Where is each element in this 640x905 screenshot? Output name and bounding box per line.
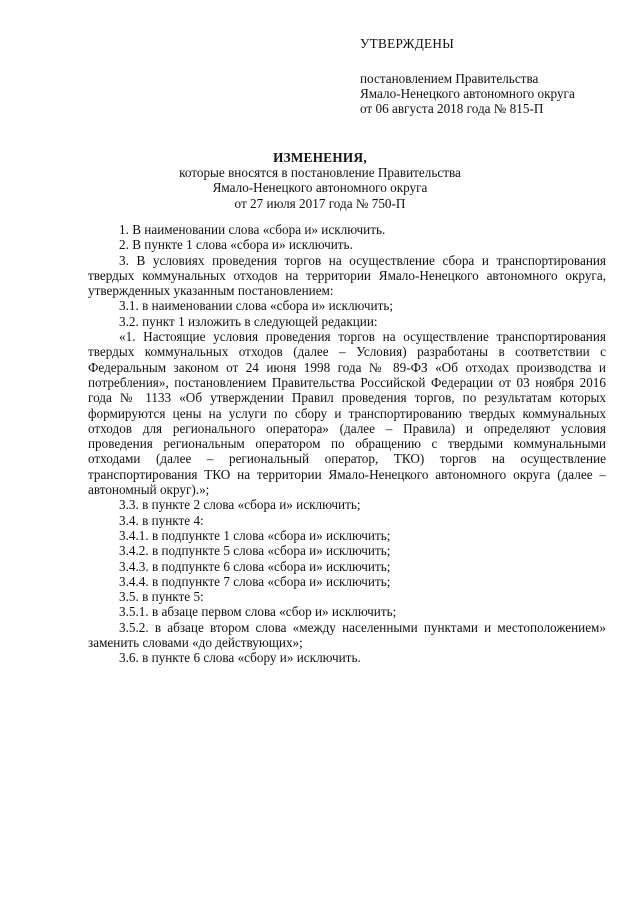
approval-line: Ямало-Ненецкого автономного округа [360, 86, 575, 101]
paragraph: 3. В условиях проведения торгов на осуществление сбора и транспортирования твердых коммунальных отходов на территории Ямало-Ненецкого автономного округа, утвержденных указанным постановлением: [88, 252, 606, 299]
paragraph: 3.2. пункт 1 изложить в следующей редакции: [119, 313, 378, 329]
paragraph: 3.3. в пункте 2 слова «сбора и» исключить; [119, 497, 361, 513]
approval-heading: УТВЕРЖДЕНЫ [360, 36, 455, 51]
approval-line: от 06 августа 2018 года № 815-П [360, 101, 544, 116]
paragraph: 3.6. в пункте 6 слова «сбору и» исключить. [119, 650, 361, 666]
paragraph: 3.5.2. в абзаце втором слова «между населенными пунктами и местоположением» заменить словами «до действующих»; [88, 619, 606, 651]
document-body [88, 222, 606, 666]
paragraph: 3.4.4. в подпункте 7 слова «сбора и» исключить; [119, 573, 391, 589]
approval-block [360, 36, 610, 116]
paragraph: 3.1. в наименовании слова «сбора и» исключить; [119, 298, 394, 314]
paragraph: 2. В пункте 1 слова «сбора и» исключить. [119, 237, 353, 253]
approval-line: постановлением Правительства [360, 71, 539, 86]
paragraph: «1. Настоящие условия проведения торгов на осуществление транспортирования твердых коммунальных отходов (далее – Условия) разработаны в соответствии с Федеральным законом от 24 июня 1998 года № 89-ФЗ «Об отходах производства и потребления», постановлением Правительства Российской Федерации от 03 ноября 2016 года № 1133 «Об утверждении Правил проведения торгов, по результатам которых формируются цены на услуги по сбору и транспортированию твердых коммунальных отходов для регионального оператора» (далее – Правила) и определяют условия проведения региональным оператором по обращению с твердыми коммунальными отходами (далее – региональный оператор, ТКО) торгов на осуществление транспортирования ТКО на территории Ямало-Ненецкого автономного округа (далее – автономный округ).»; [88, 329, 606, 498]
paragraph: 3.4.3. в подпункте 6 слова «сбора и» исключить; [119, 558, 391, 574]
paragraph: 3.4.1. в подпункте 1 слова «сбора и» исключить; [119, 527, 391, 543]
title-line: Ямало-Ненецкого автономного округа [212, 180, 428, 196]
paragraph: 3.4. в пункте 4: [119, 512, 204, 528]
title-line: которые вносятся в постановление Правительства [179, 165, 461, 181]
document-title [0, 150, 640, 211]
title-line: от 27 июля 2017 года № 750-П [234, 195, 406, 211]
paragraph: 3.4.2. в подпункте 5 слова «сбора и» исключить; [119, 543, 391, 559]
paragraph: 3.5. в пункте 5: [119, 589, 204, 605]
paragraph: 3.5.1. в абзаце первом слова «сбор и» исключить; [119, 604, 397, 620]
paragraph: 1. В наименовании слова «сбора и» исключить. [119, 222, 386, 237]
title-heading: ИЗМЕНЕНИЯ, [273, 150, 367, 165]
